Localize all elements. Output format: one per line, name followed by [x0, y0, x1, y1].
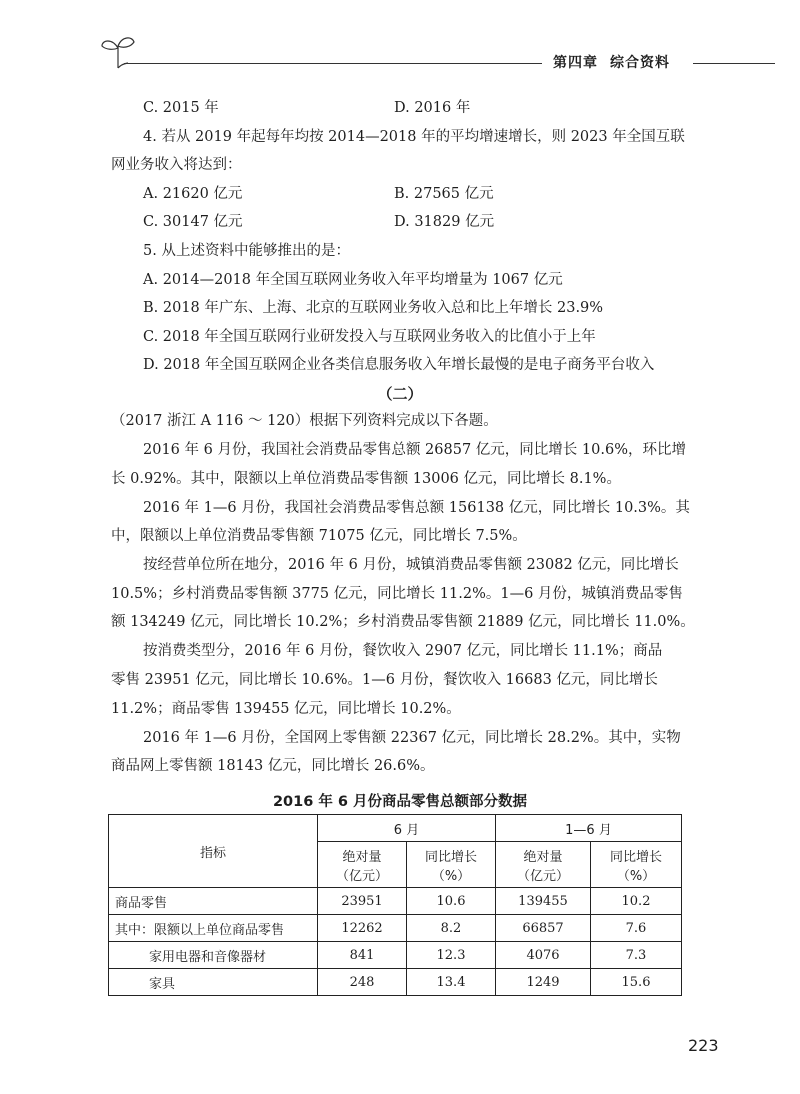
col-header-yoy [407, 842, 496, 888]
col-header-yoy-label: 同比增长 [609, 849, 662, 865]
cell-jun-yoy: 10.6 [407, 888, 496, 915]
option-c: C. 30147 亿元 [143, 214, 243, 230]
col-header-absolute-label: 绝对量 [342, 849, 382, 865]
retail-data-table [108, 814, 682, 996]
section-heading: （二） [377, 385, 423, 403]
cell-h1-yoy: 15.6 [591, 969, 682, 996]
option-b: B. 27565 亿元 [394, 186, 494, 202]
cell-jun-yoy: 8.2 [407, 915, 496, 942]
option-c: C. 2015 年 [143, 100, 219, 116]
paragraph-4: 按消费类型分，2016 年 6 月份，餐饮收入 2907 亿元，同比增长 11.1%；商品 [143, 643, 663, 659]
question-4-cont: 网业务收入将达到： [111, 157, 242, 173]
chapter-number: 第四章 [553, 55, 598, 71]
paragraph-1-cont: 长 0.92%。其中，限额以上单位消费品零售额 13006 亿元，同比增长 8.1%。 [111, 471, 621, 487]
group-header-june: 6 月 [318, 815, 496, 842]
chapter-title: 综合资料 [610, 55, 670, 71]
cell-h1-absolute: 4076 [496, 942, 591, 969]
cell-h1-absolute: 1249 [496, 969, 591, 996]
table-row [109, 915, 682, 942]
paragraph-3: 按经营单位所在地分，2016 年 6 月份，城镇消费品零售额 23082 亿元，同比增长 [143, 557, 679, 573]
col-header-yoy-unit: （%） [616, 868, 656, 884]
header-rule-right [693, 63, 775, 64]
paragraph-4-cont: 零售 23951 亿元，同比增长 10.6%。1—6 月份，餐饮收入 16683 亿元，同比增长 [111, 672, 658, 688]
paragraph-5-cont: 商品网上零售额 18143 亿元，同比增长 26.6%。 [111, 758, 435, 774]
row-label: 家具 [109, 969, 318, 996]
page-header [0, 0, 800, 80]
cell-h1-absolute: 66857 [496, 915, 591, 942]
cell-h1-yoy: 10.2 [591, 888, 682, 915]
option-a: A. 21620 亿元 [143, 186, 243, 202]
option-b: B. 2018 年广东、上海、北京的互联网业务收入总和比上年增长 23.9% [143, 300, 604, 316]
paragraph-2: 2016 年 1—6 月份，我国社会消费品零售总额 156138 亿元，同比增长 10.3%。其 [143, 500, 690, 516]
cell-h1-yoy: 7.6 [591, 915, 682, 942]
table-row [109, 969, 682, 996]
header-rule-left [124, 63, 542, 64]
cell-jun-absolute: 248 [318, 969, 407, 996]
option-d: D. 2016 年 [394, 100, 471, 116]
paragraph-3-cont: 10.5%；乡村消费品零售额 3775 亿元，同比增长 11.2%。1—6 月份，城镇消费品零售 [111, 586, 683, 602]
cell-jun-absolute: 23951 [318, 888, 407, 915]
col-header-yoy-unit: （%） [431, 868, 471, 884]
cell-h1-yoy: 7.3 [591, 942, 682, 969]
table-row [109, 888, 682, 915]
table-title: 2016 年 6 月份商品零售总额部分数据 [272, 794, 528, 810]
row-label: 家用电器和音像器材 [109, 942, 318, 969]
paragraph-1: 2016 年 6 月份，我国社会消费品零售总额 26857 亿元，同比增长 10.6%，环比增 [143, 442, 686, 458]
col-header-absolute-unit: （亿元） [516, 868, 569, 884]
col-header-yoy-label: 同比增长 [424, 849, 477, 865]
table-row [109, 942, 682, 969]
paragraph-5: 2016 年 1—6 月份，全国网上零售额 22367 亿元，同比增长 28.2%。其中，实物 [143, 730, 681, 746]
row-label: 其中：限额以上单位商品零售 [109, 915, 318, 942]
page-number: 223 [688, 1036, 719, 1055]
paragraph-2-cont: 中，限额以上单位消费品零售额 71075 亿元，同比增长 7.5%。 [111, 528, 527, 544]
question-5: 5. 从上述资料中能够推出的是： [143, 243, 350, 259]
row-label: 商品零售 [109, 888, 318, 915]
col-header-absolute-unit: （亿元） [335, 868, 388, 884]
paragraph-3-cont: 额 134249 亿元，同比增长 10.2%；乡村消费品零售额 21889 亿元，同比增长 11.0%。 [111, 614, 695, 630]
col-header-yoy [591, 842, 682, 888]
sprout-icon [98, 34, 138, 70]
question-4: 4. 若从 2019 年起每年均按 2014—2018 年的平均增速增长，则 2023 年全国互联 [143, 129, 685, 145]
option-a: A. 2014—2018 年全国互联网业务收入年平均增量为 1067 亿元 [143, 272, 563, 288]
col-header-absolute [496, 842, 591, 888]
option-d: D. 31829 亿元 [394, 214, 495, 230]
col-header-absolute-label: 绝对量 [523, 849, 563, 865]
source-note: （2017 浙江 A 116 ～ 120）根据下列资料完成以下各题。 [111, 413, 498, 429]
cell-jun-yoy: 13.4 [407, 969, 496, 996]
cell-h1-absolute: 139455 [496, 888, 591, 915]
col-header-absolute [318, 842, 407, 888]
cell-jun-absolute: 841 [318, 942, 407, 969]
chapter-heading [553, 52, 670, 72]
cell-jun-absolute: 12262 [318, 915, 407, 942]
group-header-jan-jun: 1—6 月 [496, 815, 682, 842]
indicator-header: 指标 [109, 815, 318, 888]
paragraph-4-cont: 11.2%；商品零售 139455 亿元，同比增长 10.2%。 [111, 701, 461, 717]
option-c: C. 2018 年全国互联网行业研发投入与互联网业务收入的比值小于上年 [143, 329, 596, 345]
option-d: D. 2018 年全国互联网企业各类信息服务收入年增长最慢的是电子商务平台收入 [143, 357, 655, 373]
cell-jun-yoy: 12.3 [407, 942, 496, 969]
